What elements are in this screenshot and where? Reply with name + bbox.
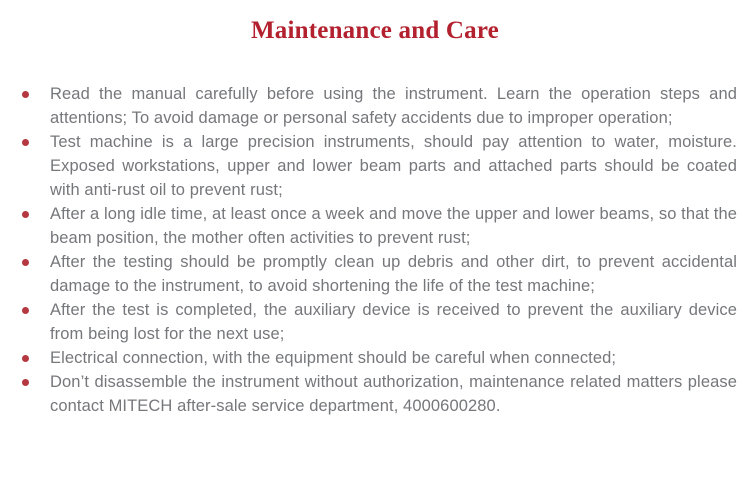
list-item — [20, 250, 737, 298]
list-item — [20, 370, 737, 418]
page-title: Maintenance and Care — [251, 17, 499, 44]
bullet-dot-icon — [22, 379, 29, 386]
bullet-dot-icon — [22, 259, 29, 266]
list-item — [20, 130, 737, 202]
list-item — [20, 202, 737, 250]
bullet-dot-icon — [22, 139, 29, 146]
bullet-dot-icon — [22, 355, 29, 362]
list-item-text: After the test is completed, the auxiliary device is received to prevent the auxiliary device from being lost for the next use; — [50, 301, 737, 343]
list-item — [20, 298, 737, 346]
list-item-text: After the testing should be promptly clean up debris and other dirt, to prevent accidental damage to the instrument, to avoid shortening the life of the test machine; — [50, 253, 737, 295]
bullet-dot-icon — [22, 211, 29, 218]
list-item-text: After a long idle time, at least once a week and move the upper and lower beams, so that the beam position, the mother often activities to prevent rust; — [50, 205, 738, 247]
list-item-text: Don’t disassemble the instrument without authorization, maintenance related matters please contact MITECH after-sale service department, 4000600280. — [50, 373, 737, 415]
list-item-text: Test machine is a large precision instruments, should pay attention to water, moisture. Exposed workstations, upper and lower beam parts and attached parts should be coated with anti-rust oil to prevent rust; — [50, 133, 737, 199]
bullet-dot-icon — [22, 91, 29, 98]
bullet-dot-icon — [22, 307, 29, 314]
list-item-text: Electrical connection, with the equipment should be careful when connected; — [50, 349, 617, 367]
list-item — [20, 346, 737, 370]
list-item — [20, 82, 737, 130]
list-item-text: Read the manual carefully before using the instrument. Learn the operation steps and attentions; To avoid damage or personal safety accidents due to improper operation; — [50, 85, 737, 127]
maintenance-bullet-list — [20, 82, 737, 418]
